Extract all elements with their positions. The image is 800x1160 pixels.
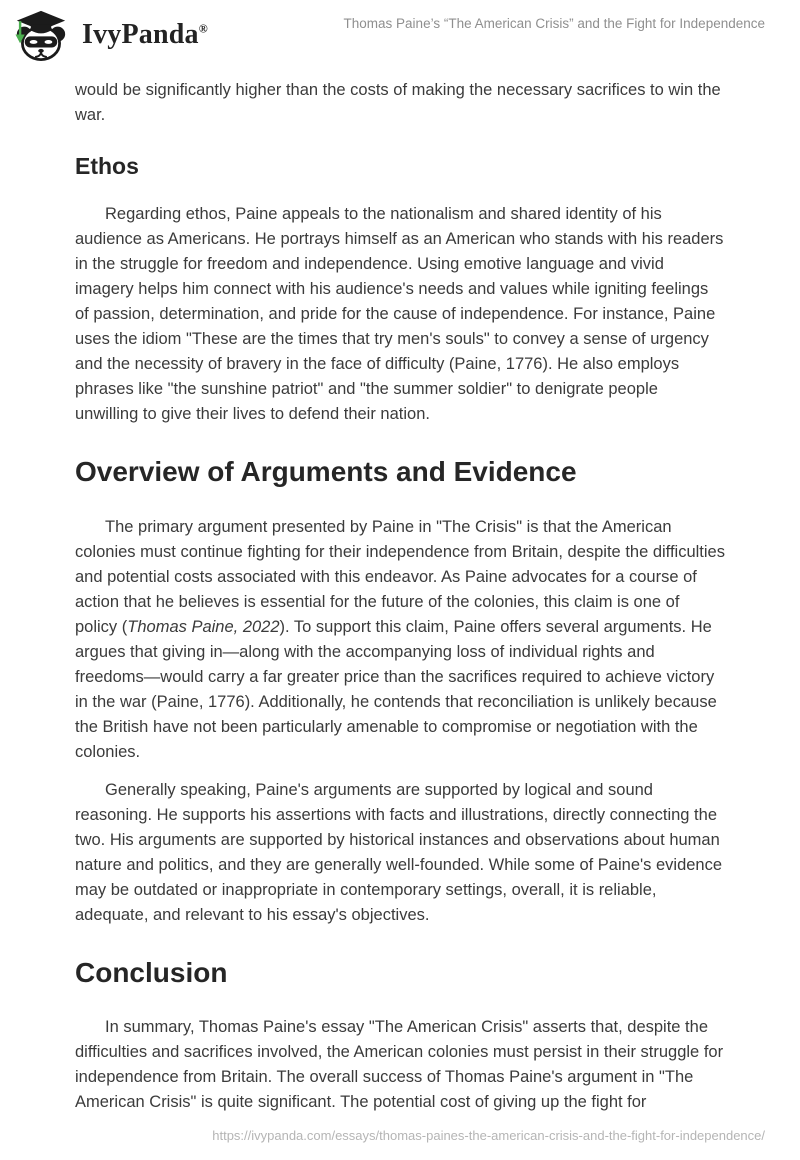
heading-ethos: Ethos [75,153,139,179]
panda-graduate-icon [10,9,72,61]
overview-paragraph-2: Generally speaking, Paine's arguments are supported by logical and sound reasoning. He supports his assertions with facts and illustrations, directly connecting the two. His arguments are supported by historical instances and observations about human nature and politics, and they are generally well-founded. While some of Paine's evidence may be outdated or inappropriate in contemporary settings, overall, it is reliable, adequate, and relevant to his essay's objectives. [75,780,723,924]
page-header [0,0,800,64]
intro-continuation-paragraph: would be significantly higher than the costs of making the necessary sacrifices to win the war. [75,81,721,124]
logo-wordmark [82,21,208,49]
overview-p1-text-before: The primary argument presented by Paine in "The Crisis" is that the American colonies must continue fighting for their independence from Britain, despite the difficulties and potential costs associated with this endeavor. As Paine advocates for a course of action that he believes is essential for the future of the colonies, this claim is one of policy ( [75,517,725,636]
logo-name: IvyPanda [82,19,199,50]
conclusion-paragraph: In summary, Thomas Paine's essay "The American Crisis" asserts that, despite the difficulties and sacrifices involved, the American colonies must persist in their struggle for independence from Britain. The overall success of Thomas Paine's argument in "The American Crisis" is quite significant. The potential cost of giving up the fight for [75,1017,724,1111]
heading-overview: Overview of Arguments and Evidence [75,456,577,488]
source-url: https://ivypanda.com/essays/thomas-paines-the-american-crisis-and-the-fight-for-independence/ [212,1128,765,1143]
running-head-title: Thomas Paine’s “The American Crisis” and the Fight for Independence [343,16,765,31]
ivypanda-logo [10,9,208,61]
registered-mark: ® [198,21,208,36]
overview-p1-citation-italic: Thomas Paine, 2022 [127,617,280,636]
ethos-paragraph: Regarding ethos, Paine appeals to the nationalism and shared identity of his audience as Americans. He portrays himself as an American who stands with his readers in the struggle for freedom and independence. Using emotive language and vivid imagery helps him connect with his audience's needs and values while igniting feelings of passion, determination, and pride for the cause of independence. For instance, Paine uses the idiom "These are the times that try men's souls" to convey a sense of urgency and the necessity of bravery in the face of difficulty (Paine, 1776). He also employs phrases like "the sunshine patriot" and "the summer soldier" to denigrate people unwilling to give their lives to defend their nation. [75,205,724,424]
overview-paragraph-1 [75,515,725,765]
heading-conclusion: Conclusion [75,956,228,988]
essay-content [75,78,725,1115]
overview-p1-text-after: ). To support this claim, Paine offers several arguments. He argues that giving in—along with the accompanying loss of individual rights and freedoms—would carry a far greater price than the sacrifices required to achieve victory in the war (Paine, 1776). Additionally, he contends that reconciliation is unlikely because the British have not been particularly amenable to compromise or negotiation with the colonies. [75,617,717,761]
